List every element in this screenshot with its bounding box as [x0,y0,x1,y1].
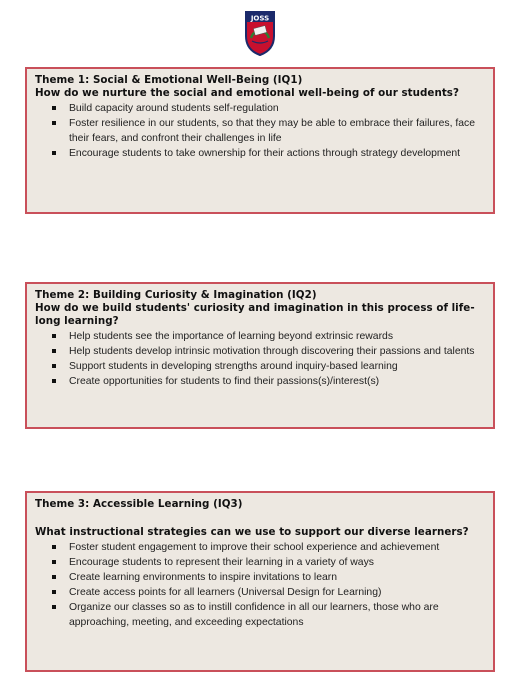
bullet-item: Create access points for all learners (Universal Design for Learning) [35,585,485,600]
theme-1-title: Theme 1: Social & Emotional Well-Being (IQ1) [35,74,303,86]
theme-3-question: What instructional strategies can we use to support our diverse learners? [35,526,469,538]
theme-2-title: Theme 2: Building Curiosity & Imagination (IQ2) [35,289,317,301]
theme-1-question: How do we nurture the social and emotional well-being of our students? [35,87,459,99]
theme-2-question: How do we build students' curiosity and imagination in this process of life-long learning? [35,302,475,327]
bullet-item: Encourage students to represent their learning in a variety of ways [35,555,485,570]
bullet-item: Support students in developing strengths around inquiry-based learning [35,359,485,374]
bullet-item: Create learning environments to inspire invitations to learn [35,570,485,585]
theme-3-title: Theme 3: Accessible Learning (IQ3) [35,498,243,510]
bullet-item: Help students develop intrinsic motivation through discovering their passions and talents [35,344,485,359]
crest-lettering: JOSS [250,14,270,23]
theme-1-bullet-list [35,101,485,161]
theme-2-bullet-list [35,329,485,389]
theme-3-box [25,491,495,672]
theme-3-bullet-list [35,540,485,630]
theme-1-box [25,67,495,214]
theme-2-box [25,282,495,429]
bullet-item: Foster student engagement to improve their school experience and achievement [35,540,485,555]
bullet-item: Foster resilience in our students, so that they may be able to embrace their failures, face their fears, and confront their challenges in life [35,116,485,146]
bullet-item: Create opportunities for students to find their passions(s)/interest(s) [35,374,485,389]
bullet-item: Organize our classes so as to instill confidence in all our learners, those who are approaching, meeting, and exceeding expectations [35,600,485,630]
bullet-item: Help students see the importance of learning beyond extrinsic rewards [35,329,485,344]
bullet-item: Encourage students to take ownership for their actions through strategy development [35,146,485,161]
bullet-item: Build capacity around students self-regulation [35,101,485,116]
school-crest-logo [244,10,276,56]
